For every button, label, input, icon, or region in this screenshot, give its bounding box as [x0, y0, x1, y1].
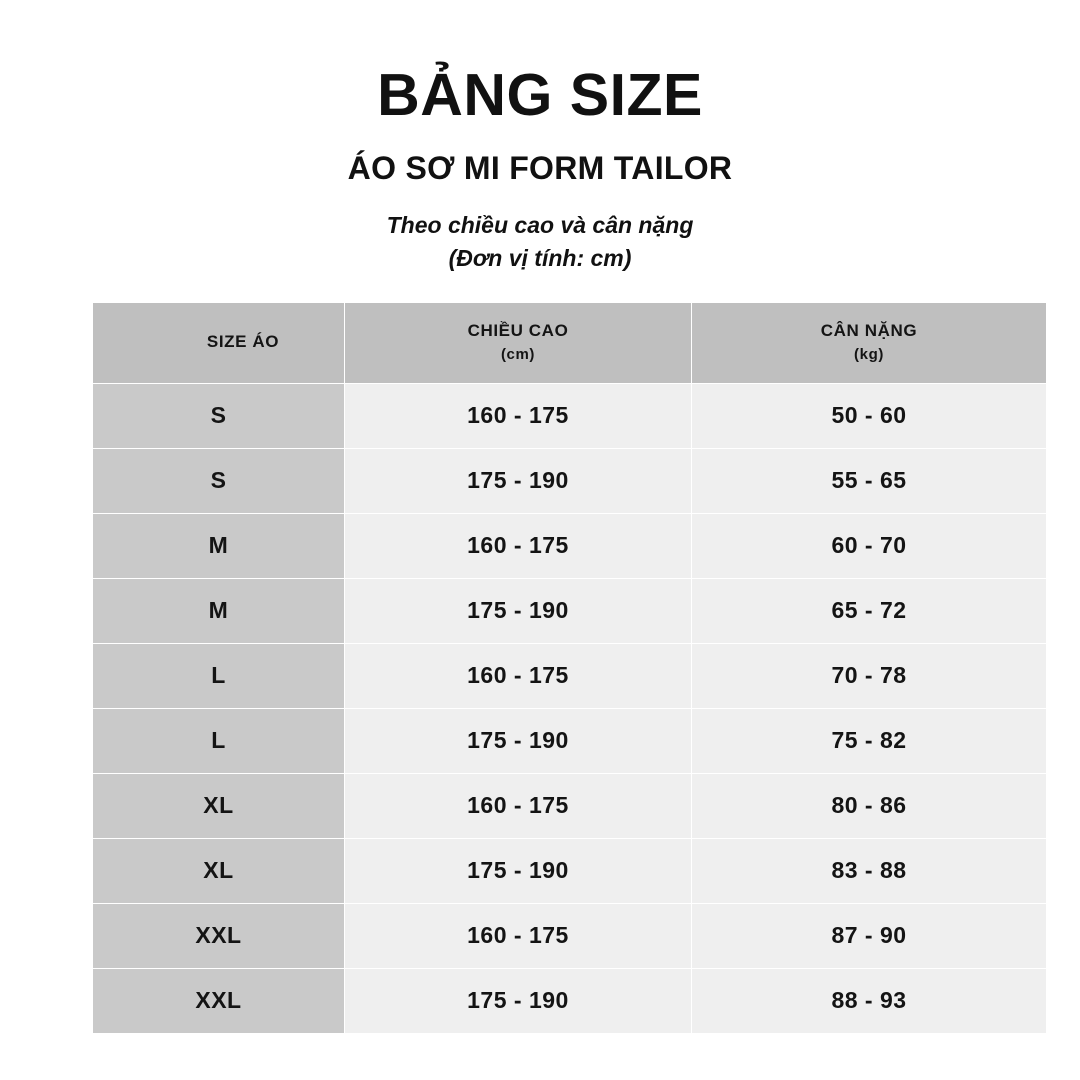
- table-row: [93, 708, 1047, 773]
- cell-size: M: [93, 578, 345, 643]
- cell-weight: 88 - 93: [692, 968, 1047, 1033]
- table-row: [93, 903, 1047, 968]
- cell-height: 175 - 190: [345, 968, 692, 1033]
- cell-size: S: [93, 383, 345, 448]
- cell-height: 160 - 175: [345, 643, 692, 708]
- page-subtitle: ÁO SƠ MI FORM TAILOR: [347, 150, 733, 187]
- cell-height: 160 - 175: [345, 513, 692, 578]
- column-header-height: [345, 302, 692, 383]
- cell-size: S: [93, 448, 345, 513]
- table-row: [93, 513, 1047, 578]
- measurement-note: [387, 209, 694, 276]
- cell-weight: 55 - 65: [692, 448, 1047, 513]
- column-header-weight-unit: (kg): [854, 346, 884, 364]
- cell-weight: 80 - 86: [692, 773, 1047, 838]
- cell-size: XXL: [93, 968, 345, 1033]
- cell-weight: 60 - 70: [692, 513, 1047, 578]
- cell-size: XXL: [93, 903, 345, 968]
- cell-weight: 83 - 88: [692, 838, 1047, 903]
- table-row: [93, 383, 1047, 448]
- table-row: [93, 578, 1047, 643]
- cell-height: 160 - 175: [345, 383, 692, 448]
- table-body: [93, 383, 1047, 1033]
- size-table: [92, 302, 1047, 1034]
- cell-height: 160 - 175: [345, 773, 692, 838]
- cell-size: XL: [93, 838, 345, 903]
- cell-size: L: [93, 708, 345, 773]
- column-header-weight: [692, 302, 1047, 383]
- cell-height: 160 - 175: [345, 903, 692, 968]
- table-row: [93, 968, 1047, 1033]
- size-table-wrapper: [92, 302, 988, 1034]
- cell-weight: 65 - 72: [692, 578, 1047, 643]
- table-row: [93, 643, 1047, 708]
- cell-size: L: [93, 643, 345, 708]
- cell-size: XL: [93, 773, 345, 838]
- cell-height: 175 - 190: [345, 838, 692, 903]
- column-header-height-label: CHIỀU CAO: [467, 321, 569, 341]
- cell-weight: 50 - 60: [692, 383, 1047, 448]
- table-row: [93, 773, 1047, 838]
- page-title: BẢNG SIZE: [377, 62, 703, 128]
- cell-weight: 75 - 82: [692, 708, 1047, 773]
- cell-height: 175 - 190: [345, 448, 692, 513]
- column-header-height-unit: (cm): [500, 346, 536, 364]
- note-line-2: (Đơn vị tính: cm): [448, 245, 632, 272]
- cell-weight: 87 - 90: [692, 903, 1047, 968]
- table-row: [93, 838, 1047, 903]
- cell-size: M: [93, 513, 345, 578]
- table-header-row: [93, 302, 1047, 383]
- column-header-size-label: SIZE ÁO: [206, 332, 280, 352]
- note-line-1: Theo chiều cao và cân nặng: [386, 212, 694, 239]
- cell-height: 175 - 190: [345, 578, 692, 643]
- cell-weight: 70 - 78: [692, 643, 1047, 708]
- cell-height: 175 - 190: [345, 708, 692, 773]
- table-header: [93, 302, 1047, 383]
- column-header-size: [93, 302, 345, 383]
- table-row: [93, 448, 1047, 513]
- column-header-weight-label: CÂN NẶNG: [820, 321, 918, 341]
